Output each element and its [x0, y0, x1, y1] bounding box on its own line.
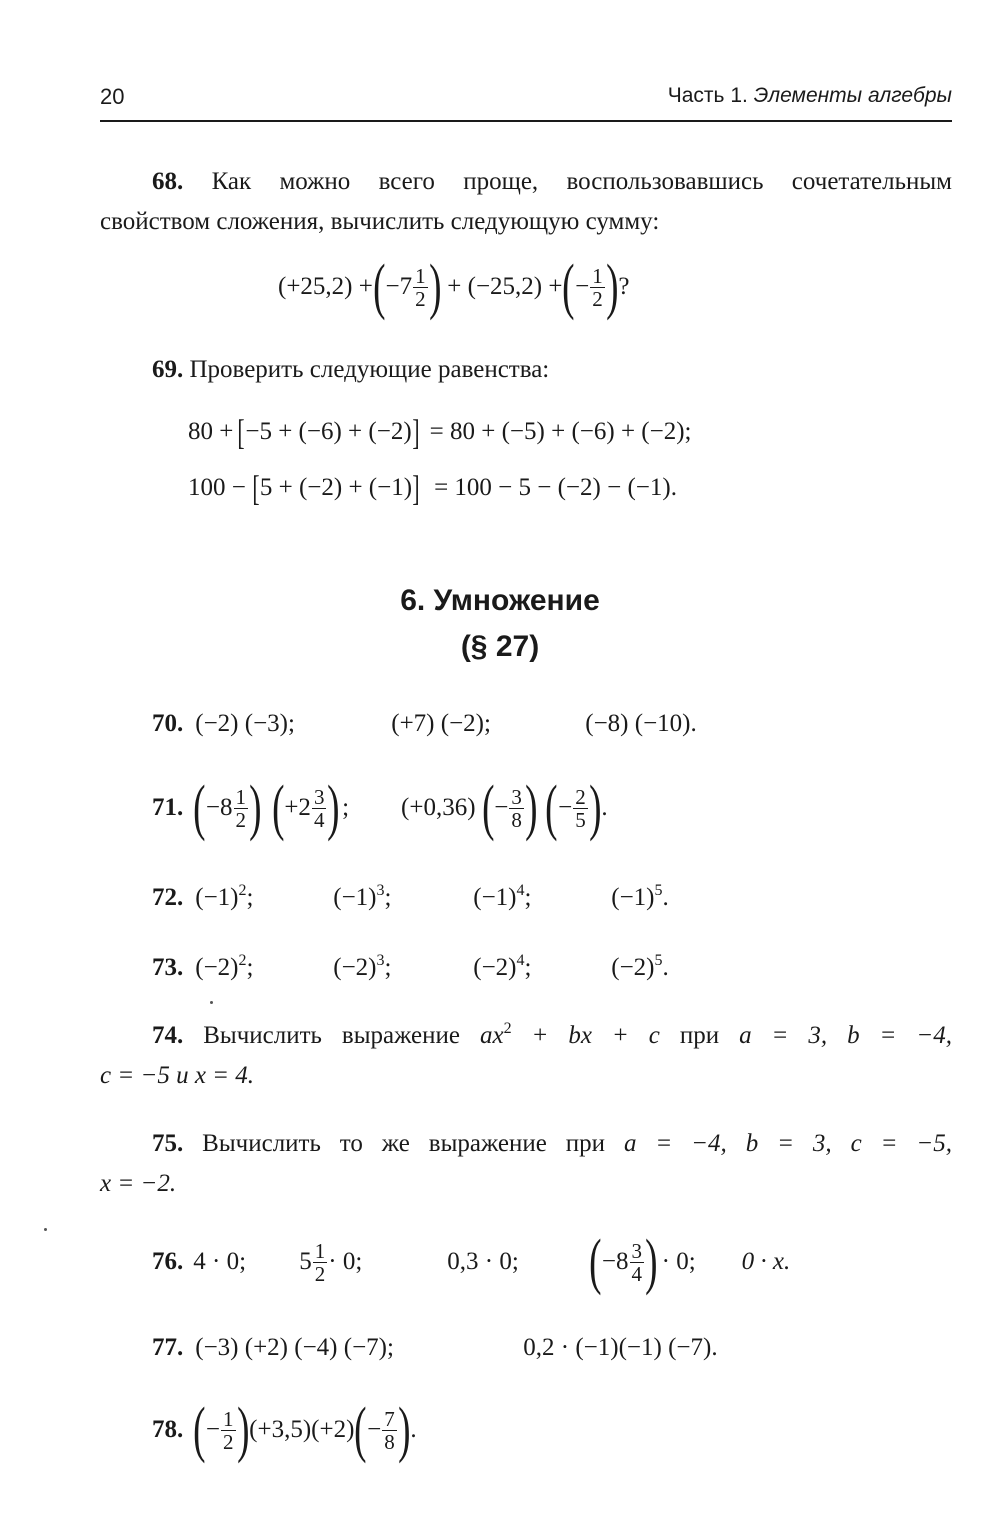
print-speck	[44, 1228, 47, 1231]
power-expression: $(-1)^4$;	[473, 882, 532, 911]
problem-69-text	[100, 350, 952, 390]
running-title-topic: Элементы алгебры	[753, 84, 952, 107]
problem-68-expression	[278, 252, 630, 322]
problem-75	[100, 1124, 952, 1204]
problem-68-line1	[100, 162, 952, 202]
problem-78	[152, 1394, 417, 1466]
problem-71	[152, 772, 608, 844]
fraction: $\frac{2}{5}$	[575, 784, 586, 832]
section-title: 6. Умножение	[400, 584, 600, 617]
math-expression: + bx + c	[531, 1022, 660, 1049]
bracket-content: 5 + (−2) + (−1)	[259, 474, 413, 501]
paren-group: ( +2 $\frac{3}{4}$ )	[271, 774, 340, 842]
fraction: $\frac{1}{2}$	[235, 784, 247, 832]
problem-70	[152, 702, 697, 746]
math-term: (+25,2) +	[278, 273, 373, 300]
problem-text: Как можно всего проще, воспользовавшись сочетательным	[211, 168, 953, 195]
paren-group: ( −8 $\frac{1}{2}$ )	[193, 774, 262, 842]
math-term: = 100 − 5 − (−2) − (−1).	[434, 474, 677, 501]
problem-text: Проверить следующие равенства:	[189, 356, 550, 383]
power-expression: $(-2)^4$;	[473, 952, 532, 981]
problem-73	[152, 946, 669, 990]
expression: (−2) (−3);	[195, 710, 295, 737]
fraction: $\frac{1}{2}$	[223, 1406, 234, 1454]
paren-group: ( − $\frac{3}{8}$ )	[481, 774, 538, 842]
problem-76	[152, 1226, 790, 1298]
fraction: $\frac{3}{4}$	[313, 784, 325, 832]
math-term: + (−25,2) +	[447, 273, 563, 300]
paren-group: ( − $\frac{2}{5}$ )	[545, 774, 602, 842]
expression-tail: · 0;	[661, 1248, 696, 1275]
problem-74	[100, 1016, 952, 1096]
period: .	[601, 794, 608, 821]
math-term: 100 −	[188, 474, 246, 501]
fraction: $\frac{7}{8}$	[384, 1406, 395, 1454]
running-title-part: Часть 1.	[667, 84, 748, 107]
sign: −	[575, 273, 590, 300]
expression: (+0,36)	[401, 794, 476, 821]
period: .	[410, 1416, 417, 1443]
page-number: 20	[100, 84, 125, 109]
mixed-number-whole: −7	[385, 273, 413, 300]
problem-74-line1	[100, 1016, 952, 1056]
problem-75-line1	[100, 1124, 952, 1164]
power-expression: $(-2)^5$.	[611, 952, 669, 981]
problem-number: 73.	[152, 954, 184, 981]
problem-75-line2: x = −2.	[100, 1170, 177, 1197]
paren-group: ( − $\frac{1}{2}$ )	[562, 253, 619, 321]
problem-number: 77.	[152, 1334, 184, 1361]
problem-74-line2: c = −5 и x = 4.	[100, 1062, 255, 1089]
problem-number: 71.	[152, 794, 184, 821]
problem-number: 69.	[152, 356, 184, 383]
question-mark: ?	[618, 273, 630, 300]
expression: (+3,5)(+2)	[249, 1416, 355, 1443]
problem-68-line2: свойством сложения, вычислить следующую сумму:	[100, 208, 660, 235]
math-var: ax	[479, 1022, 504, 1049]
fraction: $\frac{1}{2}$	[592, 263, 603, 311]
problem-69	[100, 350, 952, 390]
expression: 0 · x.	[741, 1248, 791, 1275]
print-speck	[210, 1001, 213, 1004]
condition: a = 3, b = −4,	[739, 1022, 953, 1049]
fraction: $\frac{1}{2}$	[415, 263, 426, 311]
expression: 4 · 0;	[193, 1248, 247, 1275]
running-title	[668, 84, 952, 108]
problem-number: 68.	[152, 168, 184, 195]
math-term: 80 +	[188, 418, 234, 445]
math-term: = 80 + (−5) + (−6) + (−2);	[429, 418, 692, 445]
power-expression: $(-1)^3$;	[333, 882, 392, 911]
power-expression: $(-1)^5$.	[611, 882, 669, 911]
problem-72	[152, 876, 669, 920]
expression: (+7) (−2);	[391, 710, 491, 737]
equation-1: 80 + [ −5 + (−6) + (−2) ] = 80 + (−5) + (−6) + (−2);	[188, 412, 692, 452]
problem-text: Вычислить выражение	[203, 1022, 460, 1049]
paren-group: ( −8 $\frac{3}{4}$ )	[589, 1228, 658, 1296]
expression: 0,2 · (−1)(−1) (−7).	[523, 1334, 718, 1361]
bracket-content: −5 + (−6) + (−2)	[245, 418, 412, 445]
problem-number: 72.	[152, 884, 184, 911]
condition: a = −4, b = 3, c = −5,	[623, 1130, 952, 1157]
fraction: $\frac{3}{4}$	[631, 1238, 643, 1286]
sign: −	[494, 794, 509, 821]
problem-77	[152, 1326, 718, 1370]
problem-68	[100, 162, 952, 242]
section-ref: (§ 27)	[460, 630, 540, 663]
mixed-number-whole: +2	[284, 794, 311, 821]
mixed-number-whole: −8	[205, 794, 233, 821]
power-expression: $(-2)^2$;	[195, 952, 254, 981]
problem-number: 75.	[152, 1130, 184, 1157]
exponent: 2	[503, 1020, 512, 1037]
paren-group: ( − $\frac{7}{8}$ )	[354, 1396, 411, 1464]
problem-number: 78.	[152, 1416, 184, 1443]
problem-number: 74.	[152, 1022, 184, 1049]
equation-2: 100 − [ 5 + (−2) + (−1) ] = 100 − 5 − (−2) − (−1).	[188, 468, 677, 508]
power-expression: $(-1)^2$;	[195, 882, 254, 911]
problem-number: 70.	[152, 710, 184, 737]
fraction: $\frac{3}{8}$	[511, 784, 522, 832]
expression: (−8) (−10).	[585, 710, 697, 737]
separator: ;	[342, 794, 350, 821]
expression: 5 $\frac{1}{2}$ · 0;	[299, 1238, 363, 1286]
expression: 0,3 · 0;	[447, 1248, 519, 1275]
problem-number: 76.	[152, 1248, 184, 1275]
expression: (−3) (+2) (−4) (−7);	[195, 1334, 394, 1361]
paren-group: ( − $\frac{1}{2}$ )	[193, 1396, 250, 1464]
problem-text: при	[679, 1022, 720, 1049]
page-header	[100, 84, 952, 122]
sign: −	[558, 794, 573, 821]
power-expression: $(-2)^3$;	[333, 952, 392, 981]
paren-group: ( −7 $\frac{1}{2}$ )	[372, 253, 442, 321]
fraction: $\frac{1}{2}$	[314, 1238, 326, 1286]
problem-text: Вычислить то же выражение при	[202, 1130, 606, 1157]
